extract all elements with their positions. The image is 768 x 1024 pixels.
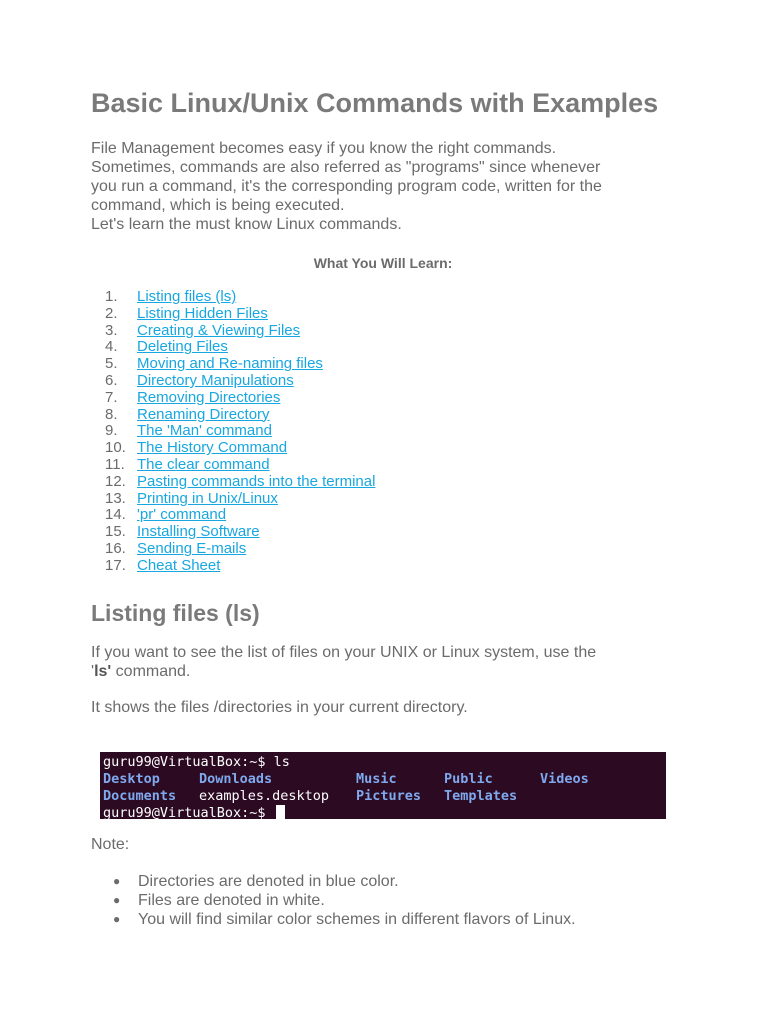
toc-link[interactable]: The clear command: [137, 455, 270, 473]
file-entry: examples.desktop: [199, 788, 330, 804]
dir-entry: Public: [444, 771, 493, 787]
note-text: You will find similar color schemes in different flavors of Linux.: [138, 911, 576, 928]
toc-item: [91, 339, 671, 356]
toc-item: [91, 356, 671, 373]
toc-link[interactable]: Pasting commands into the terminal: [137, 472, 376, 490]
toc-item: [91, 423, 671, 440]
page-title: Basic Linux/Unix Commands with Examples: [91, 88, 659, 118]
dir-entry: Documents: [103, 788, 177, 804]
terminal-prompt: guru99@VirtualBox:~$ ls: [103, 754, 290, 770]
dir-entry: Downloads: [199, 771, 273, 787]
bullet-icon: ●: [113, 893, 121, 907]
section-heading: Listing files (ls): [91, 599, 260, 626]
toc-number: 4.: [105, 338, 118, 356]
toc-item: [91, 457, 671, 474]
toc-link[interactable]: Renaming Directory: [137, 405, 270, 423]
terminal-output-row: [103, 771, 666, 788]
toc-item: [91, 323, 671, 340]
intro-line: you run a command, it's the corresponding program code, written for the: [91, 178, 602, 195]
toc-link[interactable]: Cheat Sheet: [137, 556, 221, 574]
toc-number: 3.: [105, 321, 118, 339]
toc-number: 12.: [105, 472, 126, 490]
toc-link[interactable]: Creating & Viewing Files: [137, 321, 301, 339]
toc-link[interactable]: 'pr' command: [137, 506, 227, 524]
toc-link[interactable]: Installing Software: [137, 523, 260, 541]
toc-link[interactable]: Sending E-mails: [137, 539, 247, 557]
dir-entry: Videos: [540, 771, 589, 787]
toc-number: 2.: [105, 304, 118, 322]
dir-entry: Desktop: [103, 771, 160, 787]
toc-link[interactable]: Directory Manipulations: [137, 371, 294, 389]
toc-item: [91, 306, 671, 323]
toc-item: [91, 558, 671, 575]
toc-number: 5.: [105, 355, 118, 373]
terminal-prompt: guru99@VirtualBox:~$: [103, 805, 274, 821]
list-item: [91, 891, 576, 910]
toc-number: 8.: [105, 405, 118, 423]
dir-entry: Templates: [444, 788, 518, 804]
terminal-prompt-line: [103, 805, 666, 822]
toc-number: 10.: [105, 439, 126, 457]
toc-link[interactable]: The History Command: [137, 439, 288, 457]
toc-link[interactable]: Printing in Unix/Linux: [137, 489, 278, 507]
toc-list: [91, 289, 671, 575]
toc-number: 16.: [105, 539, 126, 557]
intro-line: File Management becomes easy if you know the right commands.: [91, 140, 557, 157]
dir-entry: Music: [356, 771, 397, 787]
section-paragraph: [91, 643, 671, 681]
intro-line: command, which is being executed.: [91, 197, 345, 214]
toc-item: [91, 541, 671, 558]
toc-number: 11.: [105, 455, 125, 473]
para-quote: ': [91, 662, 95, 680]
note-label: Note:: [91, 836, 130, 853]
toc-heading: What You Will Learn:: [313, 255, 453, 271]
bullet-icon: ●: [113, 874, 121, 888]
toc-item: [91, 407, 671, 424]
intro: [91, 139, 671, 234]
dir-entry: Pictures: [356, 788, 422, 804]
note-text: Files are denoted in white.: [138, 892, 325, 909]
section-paragraph-2: It shows the files /directories in your current directory.: [91, 698, 468, 716]
toc-number: 9.: [105, 422, 118, 440]
toc-link[interactable]: The 'Man' command: [137, 422, 272, 440]
note-text: Directories are denoted in blue color.: [138, 873, 399, 890]
toc-number: 13.: [105, 489, 126, 507]
toc-item: [91, 491, 671, 508]
para-text: command.: [111, 662, 191, 680]
toc-item: [91, 474, 671, 491]
toc-link[interactable]: Deleting Files: [137, 338, 228, 356]
para-text: If you want to see the list of files on your UNIX or Linux system, use the: [91, 643, 597, 661]
note-list: [91, 872, 576, 929]
toc-number: 1.: [105, 288, 118, 305]
toc-item: [91, 373, 671, 390]
toc-number: 7.: [105, 388, 118, 406]
terminal-screenshot: [100, 752, 666, 819]
intro-line: Let's learn the must know Linux commands.: [91, 216, 402, 233]
toc-item: [91, 507, 671, 524]
terminal-output-row: [103, 788, 666, 805]
toc-number: 17.: [105, 556, 126, 574]
toc-number: 15.: [105, 523, 126, 541]
toc-item: [91, 440, 671, 457]
cursor-icon: [276, 805, 285, 819]
article: [91, 86, 671, 717]
toc-item: [91, 390, 671, 407]
ls-command: ls': [94, 662, 112, 680]
intro-line: Sometimes, commands are also referred as "programs" since whenever: [91, 159, 601, 176]
list-item: [91, 872, 576, 891]
toc-link[interactable]: Listing Hidden Files: [137, 304, 268, 322]
toc-number: 14.: [105, 506, 126, 524]
toc-link[interactable]: Listing files (ls): [137, 288, 237, 305]
toc-item: [91, 289, 671, 306]
toc-link[interactable]: Removing Directories: [137, 388, 281, 406]
list-item: [91, 910, 576, 929]
toc-number: 6.: [105, 371, 118, 389]
toc-item: [91, 524, 671, 541]
toc-link[interactable]: Moving and Re-naming files: [137, 355, 323, 373]
bullet-icon: ●: [113, 912, 121, 926]
